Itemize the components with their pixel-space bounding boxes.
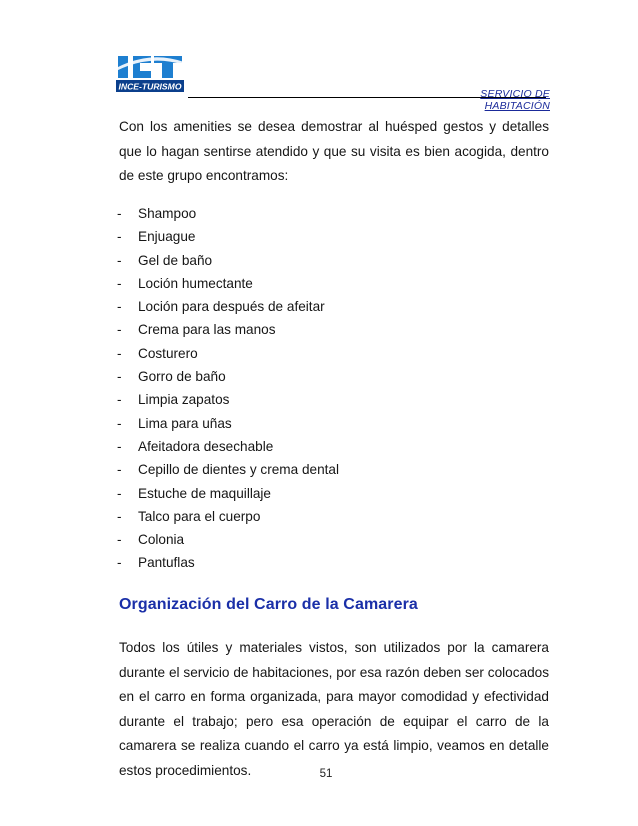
list-item-label: Shampoo <box>138 206 197 221</box>
list-item <box>117 225 537 248</box>
list-bullet-dash: - <box>117 322 122 338</box>
list-bullet-dash: - <box>117 555 122 571</box>
list-item-label: Pantuflas <box>138 555 195 571</box>
list-item <box>117 202 537 225</box>
ince-turismo-logo <box>116 48 184 96</box>
amenities-list <box>117 202 537 575</box>
list-item <box>117 272 537 295</box>
list-item-label: Crema para las manos <box>138 322 276 338</box>
list-item-label: Afeitadora desechable <box>138 438 274 454</box>
header-section-line-2: HABITACIÓN <box>484 100 550 112</box>
list-bullet-dash: - <box>117 345 122 361</box>
page-number: 51 <box>319 768 333 780</box>
list-bullet-dash: - <box>117 532 122 548</box>
list-item-label: Colonia <box>138 532 185 548</box>
list-item <box>117 295 537 318</box>
list-item-label: Gel de baño <box>138 252 213 268</box>
logo-graphic <box>116 48 184 96</box>
list-item-label: Costurero <box>138 345 198 361</box>
list-item <box>117 551 537 574</box>
list-item-label: Enjuague <box>138 229 196 245</box>
header-section-line-1: SERVICIO DE <box>480 88 550 100</box>
list-bullet-dash: - <box>117 415 122 431</box>
list-item <box>117 318 537 341</box>
section-paragraph: Todos los útiles y materiales vistos, son utilizados por la camarera durante el servicio de habitaciones, por esa razón deben ser colocados en el carro en forma organizada, para mayor comodidad y efectividad durante el trabajo; pero esa operación de equipar el carro de la camarera se realiza cuando el carro ya está limpio, veamos en detalle estos procedimientos. <box>119 640 549 778</box>
list-bullet-dash: - <box>117 462 122 478</box>
header-section-title <box>470 88 550 112</box>
list-item-label: Loción para después de afeitar <box>138 299 325 315</box>
list-item <box>117 505 537 528</box>
list-item-label: Limpia zapatos <box>138 392 230 408</box>
list-item-label: Gorro de baño <box>138 369 226 385</box>
section-heading: Organización del Carro de la Camarera <box>119 596 418 613</box>
list-bullet-dash: - <box>117 252 122 268</box>
list-item <box>117 458 537 481</box>
list-bullet-dash: - <box>117 438 122 454</box>
list-bullet-dash: - <box>117 508 122 524</box>
list-item-label: Talco para el cuerpo <box>138 508 261 524</box>
list-item <box>117 528 537 551</box>
list-bullet-dash: - <box>117 275 122 291</box>
list-bullet-dash: - <box>117 229 122 245</box>
intro-paragraph: Con los amenities se desea demostrar al huésped gestos y detalles que lo hagan sentirse atendido y que su visita es bien acogida, dentro de este grupo encontramos: <box>119 119 549 184</box>
list-item-label: Estuche de maquillaje <box>138 485 271 501</box>
list-item-label: Loción humectante <box>138 275 253 291</box>
list-item <box>117 388 537 411</box>
list-item <box>117 365 537 388</box>
list-bullet-dash: - <box>117 206 122 221</box>
logo-text: INCE-TURISMO <box>118 81 182 92</box>
list-item <box>117 249 537 272</box>
list-item-label: Cepillo de dientes y crema dental <box>138 462 339 478</box>
list-bullet-dash: - <box>117 485 122 501</box>
list-item <box>117 412 537 435</box>
list-item <box>117 342 537 365</box>
list-bullet-dash: - <box>117 392 122 408</box>
list-item <box>117 435 537 458</box>
list-item <box>117 482 537 505</box>
list-item-label: Lima para uñas <box>138 415 232 431</box>
list-bullet-dash: - <box>117 299 122 315</box>
list-bullet-dash: - <box>117 369 122 385</box>
